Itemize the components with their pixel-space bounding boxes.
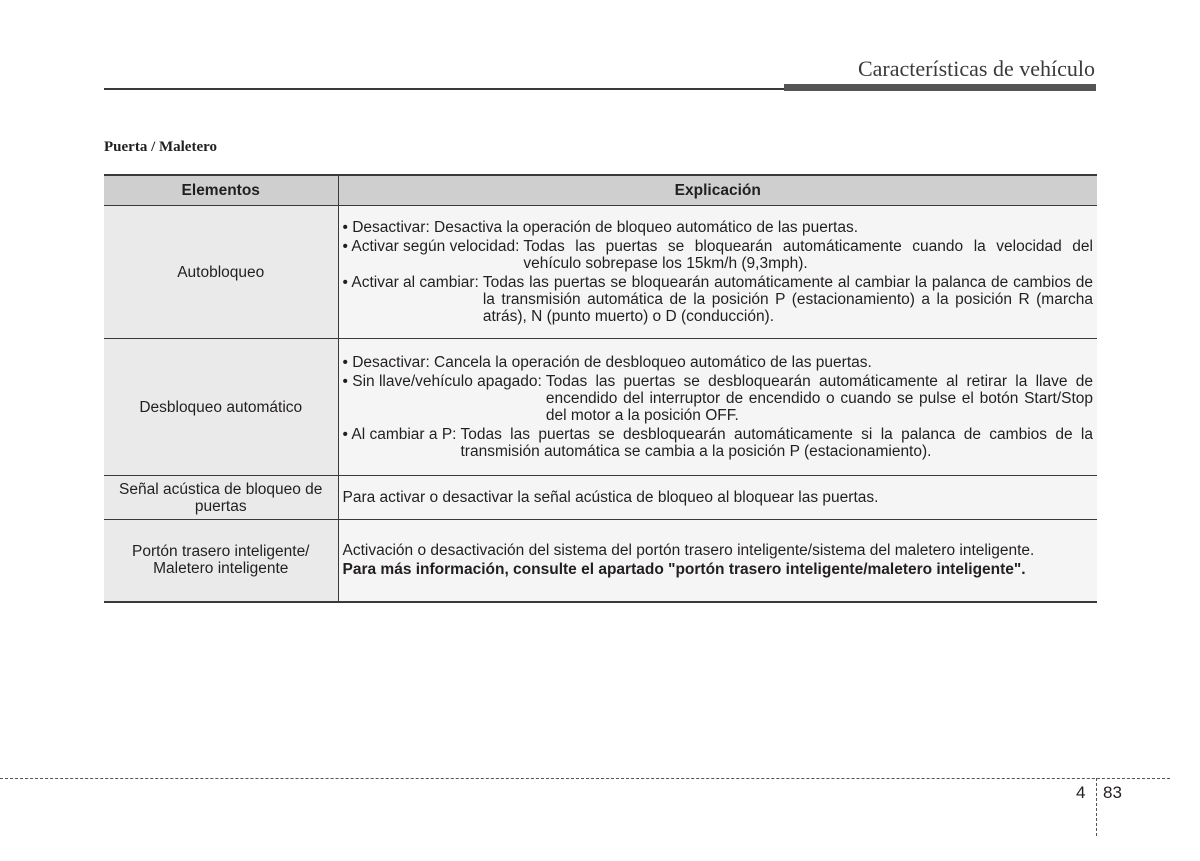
settings-table: [104, 174, 1097, 603]
chapter-number: 4: [1076, 783, 1086, 802]
row-explanation-senal: Para activar o desactivar la señal acústica de bloqueo al bloquear las puertas.: [338, 476, 1097, 520]
info-note: Para más información, consulte el apartado "portón trasero inteligente/maletero inteligente".: [342, 561, 1026, 579]
row-label-porton: Portón trasero inteligente/ Maletero inteligente: [104, 520, 338, 602]
section-title: Puerta / Maletero: [104, 139, 218, 155]
table-row: [104, 339, 1097, 476]
table-row: [104, 520, 1097, 602]
row-explanation-porton: Activación o desactivación del sistema del portón trasero inteligente/sistema del maletero inteligente. Para más información, consulte el apartado "portón trasero inteligente/maletero inteligente".: [338, 520, 1097, 602]
row-label-senal: Señal acústica de bloqueo de puertas: [104, 476, 338, 520]
footer-dashed-rule: [0, 778, 1170, 779]
table-row: [104, 476, 1097, 520]
page-number: 83: [1103, 783, 1122, 802]
row-label-autobloqueo: Autobloqueo: [104, 206, 338, 339]
bullet-desactivar: • Desactivar: Cancela la operación de desbloqueo automático de las puertas.: [342, 354, 872, 371]
header-rule-thick: [784, 84, 1096, 91]
page-header-title: Características de vehículo: [857, 56, 1095, 81]
column-header-explicacion: Explicación: [338, 175, 1097, 206]
bullet-activar-velocidad: • Activar según velocidad: Todas las puertas se bloquearán automáticamente cuando la velocidad del vehículo sobrepase los 15km/h (9,3mph).: [342, 238, 1093, 272]
bullet-activar-cambiar: • Activar al cambiar: Todas las puertas se bloquearán automáticamente al cambiar la palanca de cambios de la transmisión automática de la posición P (estacionamiento) a la posición R (marcha atrás), N (punto muerto) o D (conducción).: [342, 274, 1093, 325]
row-explanation-desbloqueo: [338, 339, 1097, 476]
bullet-desactivar: • Desactivar: Desactiva la operación de bloqueo automático de las puertas.: [342, 219, 858, 236]
row-explanation-autobloqueo: [338, 206, 1097, 339]
column-header-elementos: Elementos: [104, 175, 338, 206]
bullet-al-cambiar-p: • Al cambiar a P: Todas las puertas se desbloquearán automáticamente si la palanca de cambios de la transmisión automática se cambia a la posición P (estacionamiento).: [342, 426, 1093, 460]
table-row: [104, 206, 1097, 339]
table-header-row: [104, 175, 1097, 206]
page-number-divider: [1096, 778, 1097, 836]
header-rule-thin: [104, 88, 784, 90]
bullet-sin-llave: • Sin llave/vehículo apagado: Todas las puertas se desbloquearán automáticamente al retirar la llave de encendido del interruptor de encendido o cuando se pulse el botón Start/Stop del motor a la posición OFF.: [342, 373, 1093, 424]
row-label-desbloqueo: Desbloqueo automático: [104, 339, 338, 476]
